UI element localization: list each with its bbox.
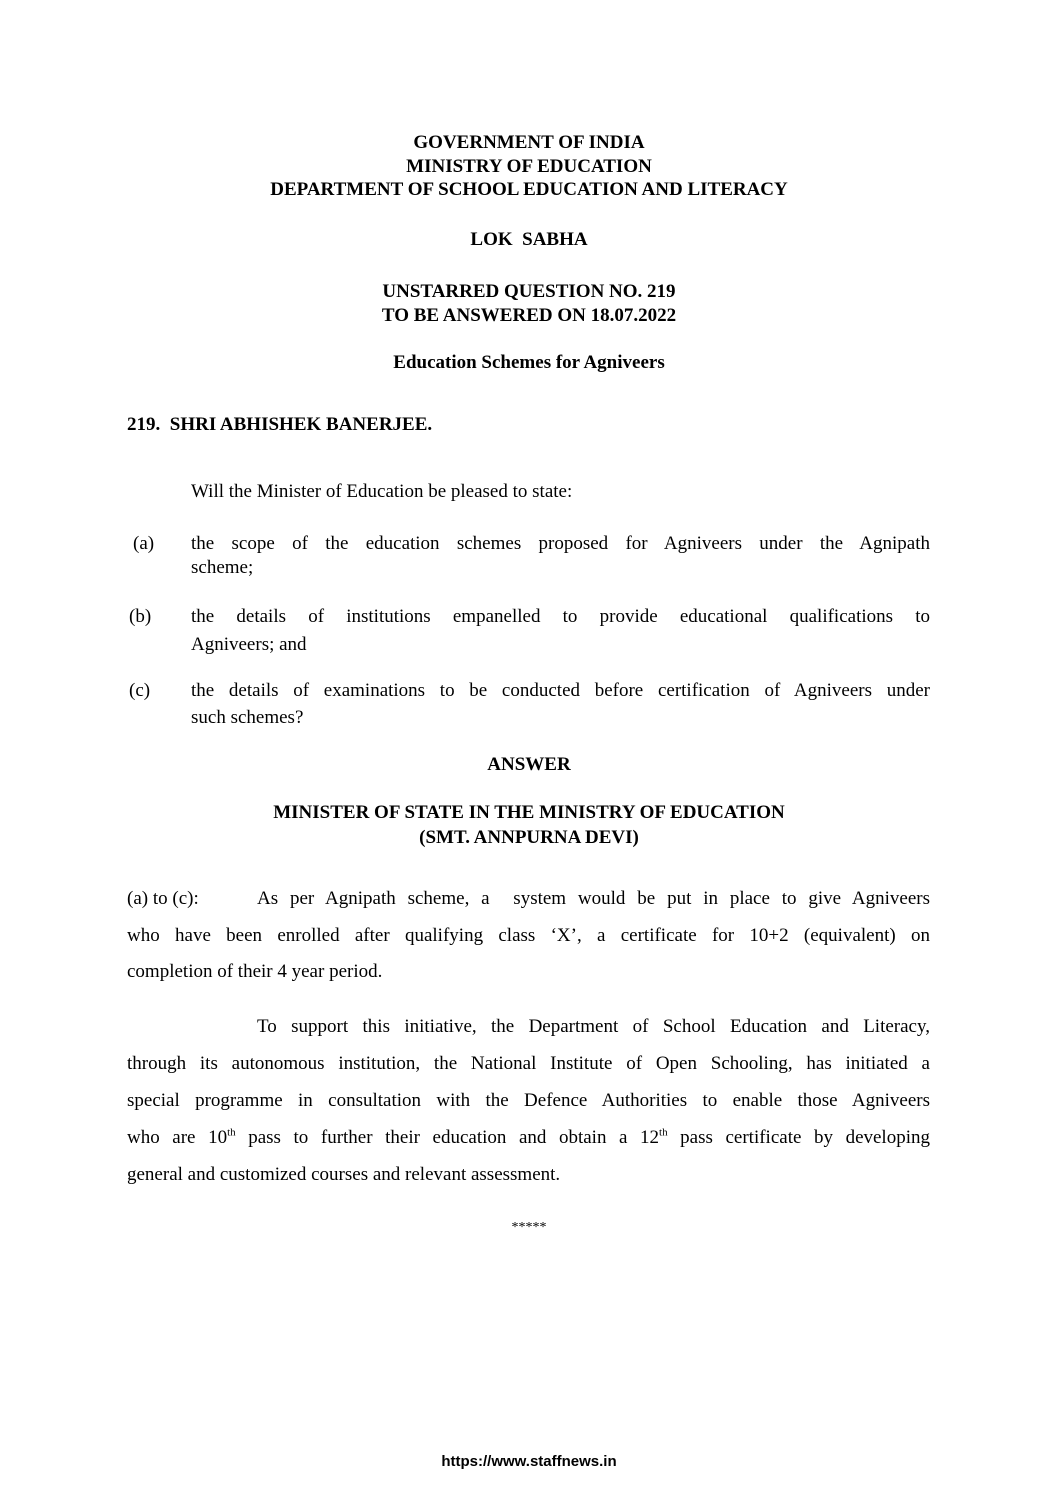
- part-a-line1: the scope of the education schemes proposed for Agniveers under the Agnipath: [191, 533, 930, 554]
- answer-para1-line2: who have been enrolled after qualifying class ‘X’, a certificate for 10+2 (equivalent) on: [127, 925, 930, 946]
- question-intro: Will the Minister of Education be pleased to state:: [191, 481, 573, 502]
- text-segment: pass certificate by developing: [667, 1127, 930, 1148]
- header-department: DEPARTMENT OF SCHOOL EDUCATION AND LITERACY: [270, 179, 788, 200]
- question-number: UNSTARRED QUESTION NO. 219: [382, 281, 676, 302]
- header-ministry: MINISTRY OF EDUCATION: [406, 156, 652, 177]
- text-segment: pass to further their education and obtain a 12: [235, 1127, 660, 1148]
- header-government: GOVERNMENT OF INDIA: [413, 132, 645, 153]
- part-c-line1: the details of examinations to be conducted before certification of Agniveers under: [191, 680, 930, 701]
- part-a-line2: scheme;: [191, 557, 254, 578]
- answer-para2-line1: To support this initiative, the Department of School Education and Literacy,: [257, 1016, 930, 1037]
- asker-name: 219. SHRI ABHISHEK BANERJEE.: [127, 414, 433, 435]
- superscript: th: [227, 1126, 236, 1139]
- minister-title: MINISTER OF STATE IN THE MINISTRY OF EDUCATION: [273, 802, 785, 823]
- answer-para2-line4: [127, 1126, 930, 1150]
- part-c-line2: such schemes?: [191, 707, 304, 728]
- minister-name: (SMT. ANNPURNA DEVI): [419, 827, 639, 848]
- superscript: th: [659, 1126, 668, 1139]
- answer-para1-line1: As per Agnipath scheme, a system would be put in place to give Agniveers: [257, 888, 930, 909]
- answer-para1-line3: completion of their 4 year period.: [127, 961, 383, 982]
- answer-heading: ANSWER: [487, 754, 571, 775]
- answer-date: TO BE ANSWERED ON 18.07.2022: [381, 305, 677, 326]
- part-c-label: (c): [129, 680, 151, 701]
- text-segment: who are 10: [127, 1127, 228, 1148]
- house-name: LOK SABHA: [470, 229, 588, 250]
- part-b-label: (b): [129, 606, 152, 627]
- footer-url[interactable]: https://www.staffnews.in: [441, 1453, 617, 1470]
- answer-label: (a) to (c):: [127, 888, 199, 909]
- part-b-line2: Agniveers; and: [191, 634, 307, 655]
- part-b-line1: the details of institutions empanelled to provide educational qualifications to: [191, 606, 930, 627]
- answer-para2-line2: through its autonomous institution, the National Institute of Open Schooling, has initiated a: [127, 1053, 930, 1074]
- subject-title: Education Schemes for Agniveers: [393, 352, 665, 373]
- part-a-label: (a): [133, 533, 155, 554]
- end-mark: *****: [511, 1220, 547, 1235]
- answer-para2-line3: special programme in consultation with the Defence Authorities to enable those Agniveers: [127, 1090, 930, 1111]
- answer-para2-line5: general and customized courses and relevant assessment.: [127, 1164, 561, 1185]
